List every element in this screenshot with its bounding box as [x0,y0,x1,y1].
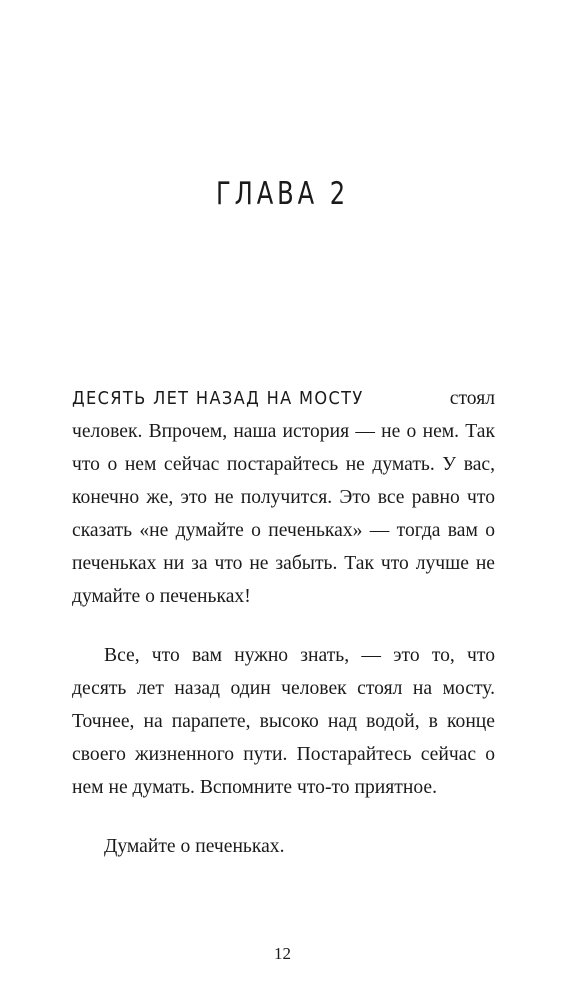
paragraph-3 [72,830,495,863]
paragraph-2 [72,639,495,804]
page-number: 12 [274,944,291,963]
paragraph-gap [72,804,495,830]
lead-in-small-caps: ДЕСЯТЬ ЛЕТ НАЗАД НА МОСТУ [72,388,364,409]
paragraph-gap [72,613,495,639]
paragraph-3-text: Думайте о печеньках. [104,836,285,857]
paragraph-1-text: стоял человек. Впрочем, наша история — не о нем. Так что о нем сейчас постарайтесь не думать. У вас, конечно же, это не получится. Это все равно что сказать «не думайте о печеньках» — тогда вам о печеньках ни за что не забыть. Так что лучше не думайте о печеньках! [72,388,495,607]
paragraph-1 [72,382,495,613]
paragraph-2-text: Все, что вам нужно знать, — это то, что десять лет назад один человек стоял на мосту. Точнее, на парапете, высоко над водой, в конце своего жизненного пути. Постарайтесь сейчас о нем не думать. Вспомните что-то приятное. [72,645,495,798]
chapter-title: ГЛАВА 2 [216,176,349,212]
chapter-body [72,382,495,863]
